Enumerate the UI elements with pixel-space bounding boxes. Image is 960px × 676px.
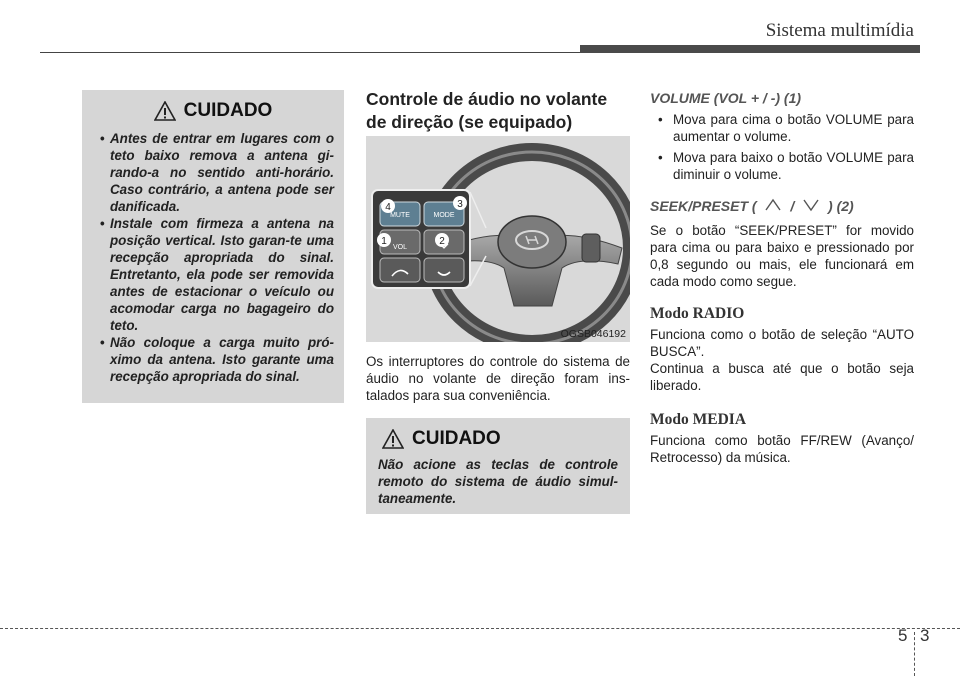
caution-text: Não acione as teclas de controle remoto do sistema de áudio simul-taneamente. [378,457,618,506]
chevron-down-icon [802,198,820,212]
volume-list [650,111,914,183]
section-body: Os interruptores do controle do sistema de áudio no volante de direção foram ins-talados para sua conveniência. [366,354,630,403]
page-number: 3 [920,626,930,645]
running-header: Sistema multimídia [765,20,914,41]
steering-wheel-illustration [366,136,630,342]
volume-section [650,111,914,187]
callout-1 [377,233,391,247]
seek-section [650,222,914,290]
warning-icon [154,101,176,121]
caution-box-buttons [366,418,630,514]
media-section [650,432,914,466]
figure-code: OGSB046192 [560,328,626,340]
volume-item: • Mova para baixo o botão VOLUME para diminuir o volume. [650,149,914,183]
svg-text:1: 1 [381,236,387,247]
caution-heading [92,100,334,122]
chevron-up-icon [764,198,782,212]
section-number: 5 [898,626,908,645]
caution-title: CUIDADO [183,100,273,121]
radio-section [650,326,914,394]
seek-heading [650,198,914,214]
radio-heading: Modo RADIO [650,305,745,322]
radio-line: Continua a busca até que o botão seja liberado. [650,361,914,393]
callout-3 [453,196,467,210]
radio-line: Funciona como o botão de seleção “AUTO BUSCA”. [650,327,914,359]
caution-title: CUIDADO [412,428,501,449]
media-body: Funciona como botão FF/REW (Avanço/ Retrocesso) da música. [650,433,914,465]
svg-text:3: 3 [457,199,463,210]
warning-icon [382,429,404,449]
svg-text:4: 4 [385,202,391,213]
seek-title-suffix: ) (2) [828,198,854,214]
volume-item: • Mova para cima o botão VOLUME para aumentar o volume. [650,111,914,145]
caution-heading [378,428,618,450]
mode-button-label: MODE [433,212,455,219]
callout-2 [435,233,449,247]
footer-rule [0,628,960,629]
header-bar [580,45,920,53]
caution-list [92,130,334,385]
caution-item: • Não coloque a carga muito pró-ximo da antena. Isto garante uma recepção apropriada do sinal. [92,334,334,385]
caution-box-antenna [82,90,344,403]
section-title: Controle de áudio no volante de direção (se equipado) [366,89,608,132]
mute-button-label: MUTE [390,212,410,219]
caution-item: • Instale com firmeza a antena na posição vertical. Isto garan-te uma recepção apropriada do sinal. Entretanto, ela pode ser removida antes de estacionar o veículo ou acomodar carga no bagageiro do teto. [92,215,334,334]
seek-body: Se o botão “SEEK/PRESET” for movido para cima ou para baixo e pressionado por 0,8 segundo ou mais, ele funcionará em cada modo como segue. [650,223,914,289]
page-number-separator [914,632,915,676]
svg-text:2: 2 [439,236,445,247]
volume-heading: VOLUME (VOL + / -) (1) [650,90,802,106]
callout-4 [381,199,395,213]
steering-wheel-figure [366,136,630,342]
seek-title-prefix: SEEK/PRESET ( [650,198,757,214]
media-heading: Modo MEDIA [650,411,747,428]
seek-title-sep: / [790,198,795,214]
vol-button-label: VOL [392,244,408,251]
caution-item: • Antes de entrar em lugares com o teto baixo remova a antena gi-rando-a no sentido anti-horário. Caso contrário, a antena pode ser danificada. [92,130,334,215]
